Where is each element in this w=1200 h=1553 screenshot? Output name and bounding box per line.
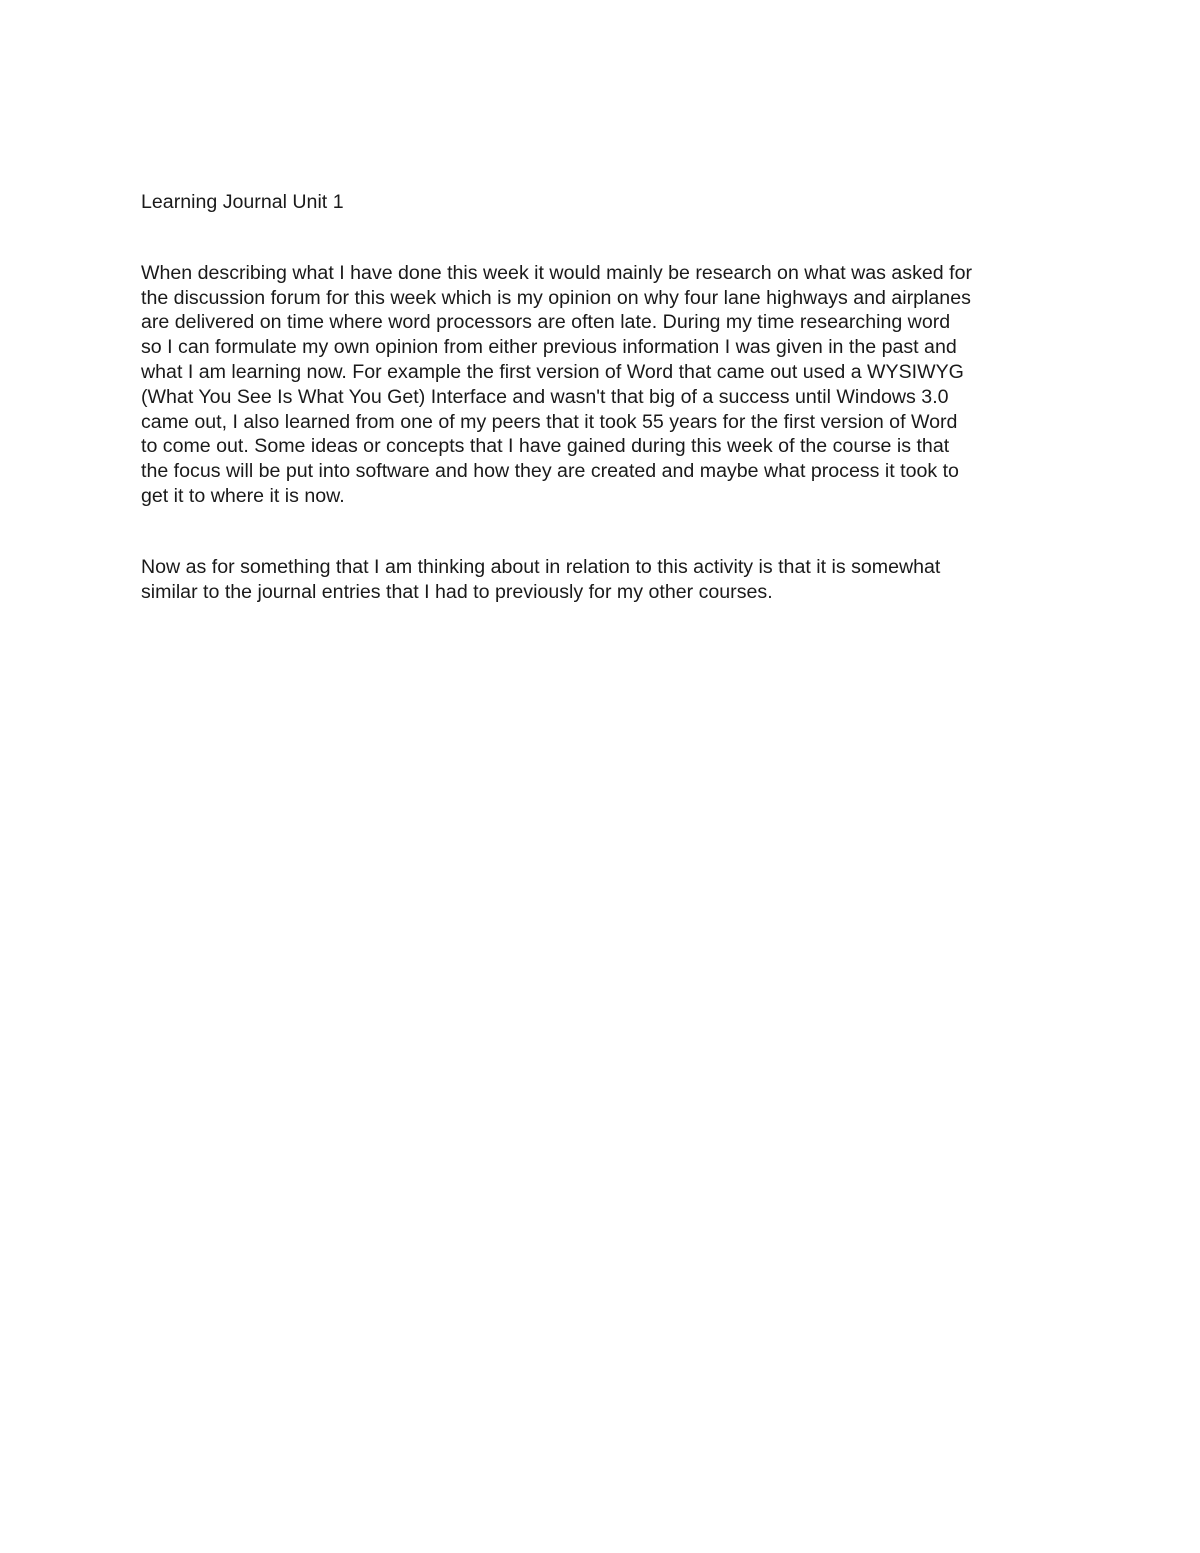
document-body bbox=[141, 190, 1071, 604]
paragraph-line: what I am learning now. For example the first version of Word that came out used a WYSIWYG bbox=[141, 360, 964, 383]
paragraph-line: When describing what I have done this week it would mainly be research on what was asked for bbox=[141, 261, 972, 284]
paragraph-line: the discussion forum for this week which is my opinion on why four lane highways and airplanes bbox=[141, 286, 971, 309]
paragraph-line: Now as for something that I am thinking about in relation to this activity is that it is somewhat bbox=[141, 555, 941, 578]
paragraph-line: (What You See Is What You Get) Interface and wasn't that big of a success until Windows 3.0 bbox=[141, 385, 949, 408]
paragraph-line: so I can formulate my own opinion from either previous information I was given in the past and bbox=[141, 336, 957, 359]
paragraph-2 bbox=[141, 555, 1071, 605]
paragraph-line: similar to the journal entries that I had to previously for my other courses. bbox=[141, 580, 773, 603]
document-title: Learning Journal Unit 1 bbox=[141, 191, 344, 213]
paragraph-line: are delivered on time where word processors are often late. During my time researching word bbox=[141, 311, 951, 334]
paragraph-line: get it to where it is now. bbox=[141, 484, 345, 507]
paragraph-1 bbox=[141, 261, 1071, 509]
paragraph-line: came out, I also learned from one of my peers that it took 55 years for the first version of Word bbox=[141, 410, 958, 433]
paragraph-line: the focus will be put into software and how they are created and maybe what process it took to bbox=[141, 460, 959, 483]
paragraph-line: to come out. Some ideas or concepts that I have gained during this week of the course is that bbox=[141, 435, 950, 458]
